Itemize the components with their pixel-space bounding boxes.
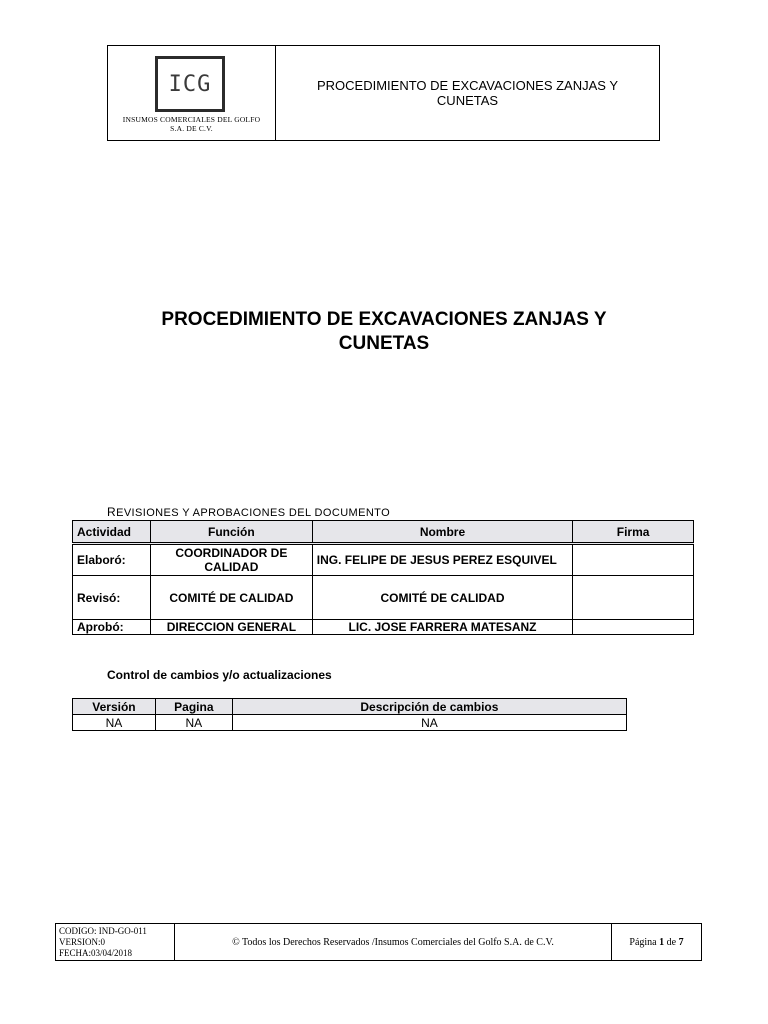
header-nombre: Nombre [312,521,572,544]
company-name-line2: S.A. DE C.V. [170,124,213,133]
table-header-row [73,521,694,544]
revisions-caption-initial: R [107,505,117,519]
document-footer [55,923,702,961]
cell-pagina: NA [155,715,232,731]
cell-actividad: Revisó: [73,576,151,620]
company-name [108,115,275,133]
cell-descripcion: NA [232,715,626,731]
document-header [107,45,660,141]
page-current: 1 [659,936,665,948]
header-pagina: Pagina [155,699,232,715]
header-title-line1: PROCEDIMIENTO DE EXCAVACIONES ZANJAS Y [317,78,618,93]
revisions-caption [107,505,390,519]
cell-firma [573,544,694,576]
footer-fecha: FECHA:03/04/2018 [59,948,133,958]
revisions-caption-rest: EVISIONES Y APROBACIONES DEL DOCUMENTO [116,507,391,519]
cell-funcion: COMITÉ DE CALIDAD [150,576,312,620]
cell-firma [573,576,694,620]
cell-actividad: Aprobó: [73,620,151,635]
revisions-table [72,520,694,635]
cell-actividad: Elaboró: [73,544,151,576]
document-title [110,308,658,356]
document-title-line1: PROCEDIMIENTO DE EXCAVACIONES ZANJAS Y [161,309,607,330]
footer-codigo: CODIGO: IND-GO-011 [59,926,147,936]
table-row [73,544,694,576]
company-logo [155,56,225,112]
footer-rights: © Todos los Derechos Reservados /Insumos Comerciales del Golfo S.A. de C.V. [175,924,612,960]
footer-version: VERSION:0 [59,937,106,947]
footer-meta [56,924,175,960]
header-funcion: Función [150,521,312,544]
header-version: Versión [73,699,156,715]
logo-cell [108,46,276,140]
cell-nombre: LIC. JOSE FARRERA MATESANZ [312,620,572,635]
cell-funcion: COORDINADOR DE CALIDAD [150,544,312,576]
cell-firma [573,620,694,635]
logo-text: ICG [168,71,212,97]
changes-table [72,698,627,731]
table-header-row [73,699,627,715]
header-descripcion: Descripción de cambios [232,699,626,715]
header-title-cell [276,46,659,140]
cell-version: NA [73,715,156,731]
cell-nombre: ING. FELIPE DE JESUS PEREZ ESQUIVEL [312,544,572,576]
footer-page-number [612,924,701,960]
table-row [73,715,627,731]
document-title-line2: CUNETAS [338,333,430,354]
page-of: de [666,936,677,948]
header-firma: Firma [573,521,694,544]
cell-nombre: COMITÉ DE CALIDAD [312,576,572,620]
changes-caption: Control de cambios y/o actualizaciones [107,668,332,682]
cell-funcion: DIRECCION GENERAL [150,620,312,635]
table-row [73,576,694,620]
page-total: 7 [678,936,684,948]
header-title-line2: CUNETAS [436,93,499,108]
company-name-line1: INSUMOS COMERCIALES DEL GOLFO [122,115,261,124]
page-label: Página [629,936,657,948]
table-row [73,620,694,635]
header-actividad: Actividad [73,521,151,544]
